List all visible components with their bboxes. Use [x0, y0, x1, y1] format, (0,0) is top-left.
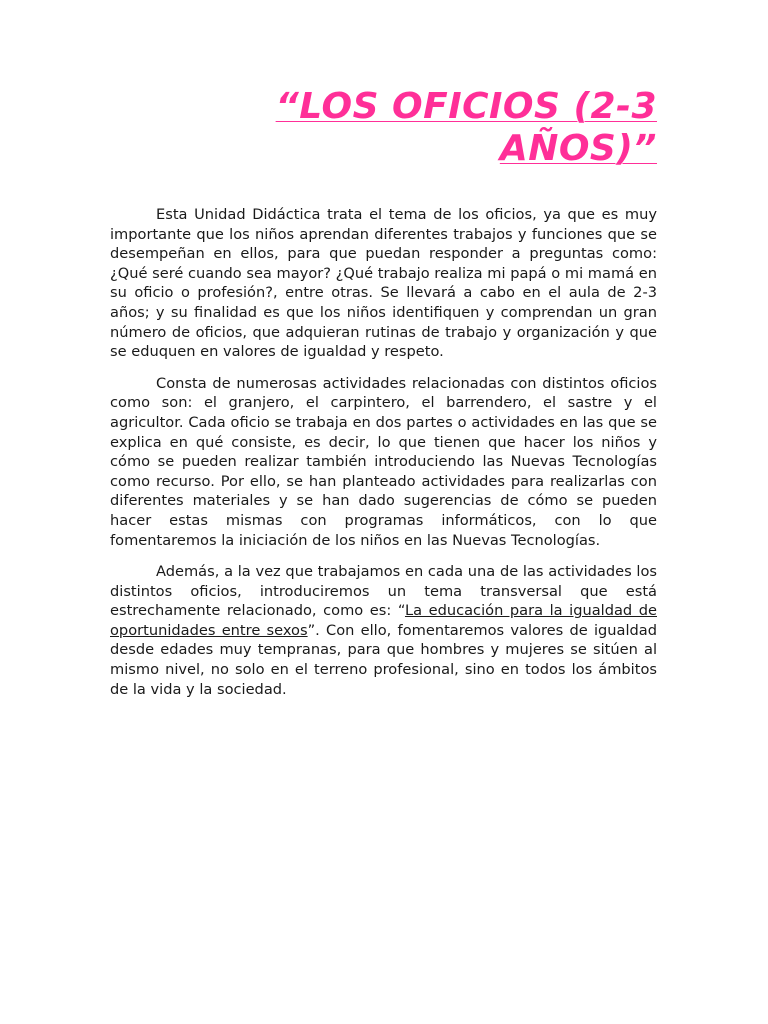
paragraph-3: [110, 562, 657, 699]
document-title: [110, 86, 657, 170]
paragraph-2: Consta de numerosas actividades relacionadas con distintos oficios como son: el granjero, el carpintero, el barrendero, el sastre y el agricultor. Cada oficio se trabaja en dos partes o actividades en las que se explica en qué consiste, es decir, lo que tienen que hacer los niños y cómo se pueden realizar también introduciendo las Nuevas Tecnologías como recurso. Por ello, se han planteado actividades para realizarlas con diferentes materiales y se han dado sugerencias de cómo se pueden hacer estas mismas con programas informáticos, con lo que fomentaremos la iniciación de los niños en las Nuevas Tecnologías.: [110, 374, 657, 549]
document-body: [110, 205, 657, 699]
transversal-theme-text: La educación para la igualdad de oportunidades entre sexos: [110, 602, 657, 639]
title-line-2: AÑOS)”: [499, 128, 657, 169]
document-page: [110, 0, 657, 711]
paragraph-1: Esta Unidad Didáctica trata el tema de los oficios, ya que es muy importante que los niños aprendan diferentes trabajos y funciones que se desempeñan en ellos, para que puedan responder a preguntas como: ¿Qué seré cuando sea mayor? ¿Qué trabajo realiza mi papá o mi mamá en su oficio o profesión?, entre otras. Se llevará a cabo en el aula de 2-3 años; y su finalidad es que los niños identifiquen y comprendan un gran número de oficios, que adquieran rutinas de trabajo y organización y que se eduquen en valores de igualdad y respeto.: [110, 206, 657, 361]
title-line-1: “LOS OFICIOS (2-3: [275, 86, 657, 127]
paragraph-3-end: ”. Con ello, fomentaremos valores de igualdad desde edades muy tempranas, para que hombres y mujeres se sitúen al mismo nivel, no solo en el terreno profesional, sino en todos los ámbitos de la vida y la sociedad.: [110, 621, 657, 698]
paragraph-3-start: Además, a la vez que trabajamos en cada una de las actividades los distintos oficios, introduciremos un tema transversal que está estrechamente relacionado, como es: “: [110, 563, 657, 620]
